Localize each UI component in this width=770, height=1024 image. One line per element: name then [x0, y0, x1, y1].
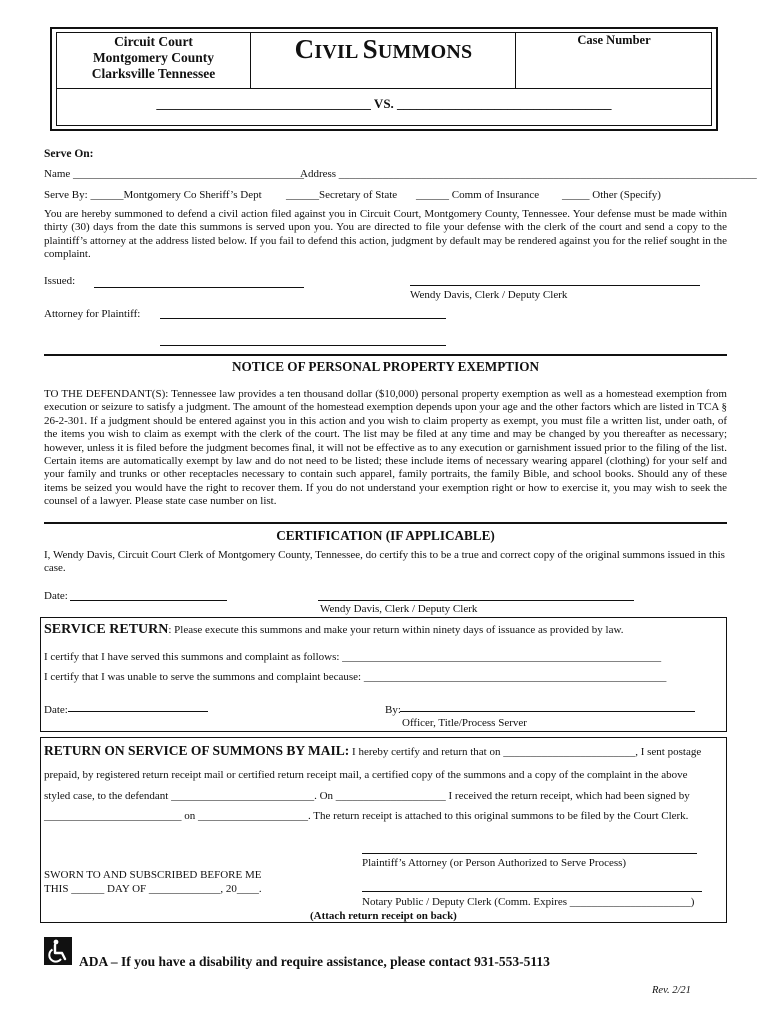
- officer-label: Officer, Title/Process Server: [402, 717, 527, 729]
- certification-divider: [44, 522, 727, 524]
- exemption-divider: [44, 354, 727, 356]
- summons-text: You are hereby summoned to defend a civil action filed against you in Circuit Court, Montgomery County, Tennessee. Your defense must be made within thirty (30) days from the date this summons is served upon you. You are directed to file your defense with the clerk of the court and send a copy to the plaintiff’s attorney at the address listed below. If you fail to defend this action, judgment by default may be rendered against you for the relief sought in the complaint.: [44, 208, 727, 261]
- service-by-line[interactable]: [400, 711, 695, 712]
- issued-line[interactable]: [94, 287, 304, 288]
- attorney-label: Attorney for Plaintiff:: [44, 308, 141, 320]
- ada-notice: ADA – If you have a disability and require assistance, please contact 931-553-5113: [79, 954, 550, 969]
- serve-by-sheriff[interactable]: Serve By: ______Montgomery Co Sheriff’s Dept: [44, 189, 262, 201]
- certification-signature-line[interactable]: [318, 600, 634, 601]
- serve-by-comm-insurance[interactable]: ______ Comm of Insurance: [416, 189, 540, 201]
- serve-by-secretary-of-state[interactable]: ______Secretary of State: [286, 189, 398, 201]
- certification-date-line[interactable]: [70, 600, 227, 601]
- court-county: Montgomery County: [92, 50, 215, 65]
- clerk-signature-line[interactable]: [410, 285, 700, 286]
- address-field[interactable]: Address ____________________________________________________________________________: [300, 168, 757, 180]
- certification-text: I, Wendy Davis, Circuit Court Clerk of Montgomery County, Tennessee, do certify this to be a true and correct copy of the original summons issued in this case.: [44, 549, 725, 575]
- service-return-instruction: : Please execute this summons and make your return within ninety days of issuance as provided by law.: [168, 624, 624, 636]
- plaintiff-attorney-signature-line[interactable]: [362, 853, 697, 854]
- header-divider: [56, 88, 712, 89]
- court-cell: [56, 32, 251, 88]
- certification-clerk-name: Wendy Davis, Clerk / Deputy Clerk: [320, 603, 478, 615]
- attach-receipt-note: (Attach return receipt on back): [310, 910, 457, 922]
- notary-label[interactable]: Notary Public / Deputy Clerk (Comm. Expires ______________________): [362, 896, 695, 908]
- mail-return-line4[interactable]: _________________________ on ____________________. The return receipt is attached to this original summons to be filed by the Court Clerk.: [44, 810, 689, 822]
- service-date-line[interactable]: [68, 711, 208, 712]
- exemption-title: NOTICE OF PERSONAL PROPERTY EXEMPTION: [231, 359, 540, 374]
- mail-return-line3[interactable]: styled case, to the defendant __________________________. On ____________________ I received the return receipt, which had been signed by: [44, 790, 690, 802]
- attorney-line-2[interactable]: [160, 345, 446, 346]
- mail-return-line2: prepaid, by registered return receipt mail or certified return receipt mail, a certified copy of the summons and a copy of the complaint in the above: [44, 769, 688, 781]
- certification-title: CERTIFICATION (IF APPLICABLE): [276, 528, 495, 543]
- court-name: Circuit Court: [114, 34, 193, 49]
- notary-signature-line[interactable]: [362, 891, 702, 892]
- certification-date-label: Date:: [44, 590, 68, 602]
- document-title: CIVIL SUMMONS: [294, 34, 473, 64]
- mail-return-heading: [44, 742, 724, 760]
- serve-on-label: Serve On:: [44, 148, 94, 160]
- served-as-follows-field[interactable]: I certify that I have served this summons and complaint as follows: __________________________________________________________: [44, 651, 662, 663]
- serve-by-other[interactable]: _____ Other (Specify): [562, 189, 661, 201]
- service-return-heading: [44, 620, 724, 638]
- issued-label: Issued:: [44, 275, 76, 287]
- service-date-label: Date:: [44, 704, 68, 716]
- mail-return-line1[interactable]: I hereby certify and return that on ________________________, I sent postage: [349, 746, 702, 758]
- sworn-line-2[interactable]: THIS ______ DAY OF _____________, 20____.: [44, 883, 262, 895]
- unable-to-serve-field[interactable]: I certify that I was unable to serve the summons and complaint because: _______________________________________________________: [44, 671, 667, 683]
- court-city: Clarksville Tennessee: [91, 66, 216, 81]
- clerk-name: Wendy Davis, Clerk / Deputy Clerk: [410, 289, 568, 301]
- attorney-line-1[interactable]: [160, 318, 446, 319]
- wheelchair-accessibility-icon: [44, 937, 72, 965]
- name-field[interactable]: Name __________________________________________: [44, 168, 305, 180]
- service-by-label: By:: [385, 704, 401, 716]
- case-number-label: Case Number: [577, 33, 651, 47]
- revision-label: Rev. 2/21: [652, 985, 691, 996]
- service-return-title: SERVICE RETURN: [44, 622, 169, 637]
- plaintiff-attorney-label: Plaintiff’s Attorney (or Person Authorized to Serve Process): [362, 857, 627, 869]
- exemption-text: TO THE DEFENDANT(S): Tennessee law provides a ten thousand dollar ($10,000) personal property exemption as well as a homestead exemption from execution or seizure to satisfy a judgment. The amount of the homestead exemption depends upon your age and the other factors which are listed in TCA § 26-2-301. If a judgment should be entered against you in this action and you wish to claim property as exempt, you must file a written list, under oath, of the items you wish to claim as exempt with the clerk of the court. The list may be filed at any time and may be changed by you thereafter as necessary; however, unless it is filed before the judgment becomes final, it will not be effective as to any execution or garnishment issued prior to the filing of the list. Certain items are automatically exempt by law and do not need to be listed; these include items of necessary wearing apparel (clothing) for your self and your family and trunks or other receptacles necessary to contain such apparel, family portraits, the family Bible, and school books. Should any of these items be seized you would have the right to recover them. If you do not understand your exemption right or how to exercise it, you may wish to seek the counsel of a lawyer. Please state case number on list.: [44, 388, 727, 508]
- parties-vs-line[interactable]: _________________________________ VS. _________________________________: [156, 96, 612, 111]
- mail-return-title: RETURN ON SERVICE OF SUMMONS BY MAIL:: [44, 743, 350, 758]
- sworn-line-1: SWORN TO AND SUBSCRIBED BEFORE ME: [44, 869, 262, 881]
